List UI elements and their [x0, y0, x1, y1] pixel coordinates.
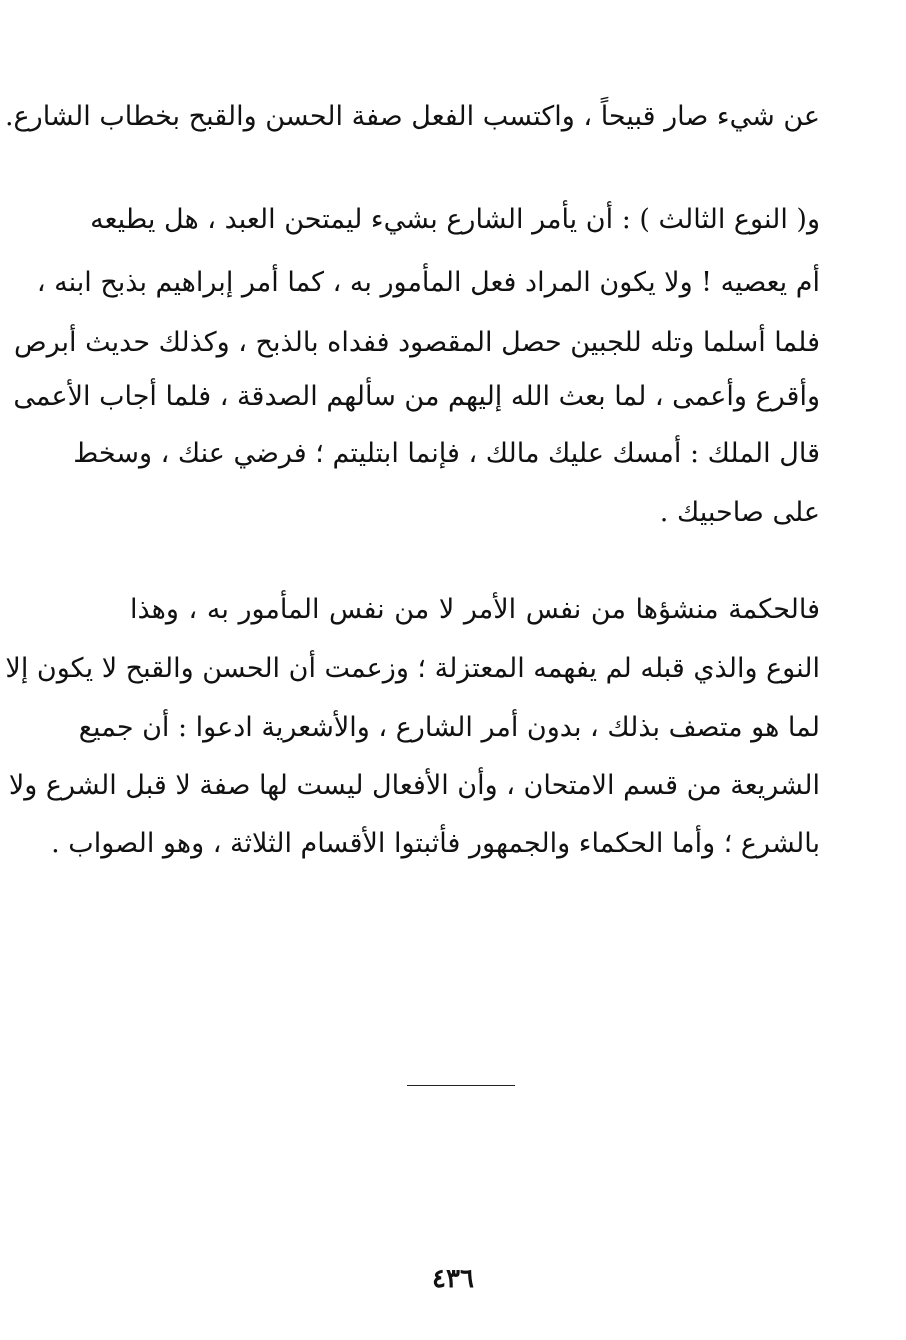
paragraph-2-line-2: أم يعصيه ! ولا يكون المراد فعل المأمور به ، كما أمر إبراهيم بذبح ابنه ، [36, 267, 820, 298]
paragraph-2-line-4: وأقرع وأعمى ، لما بعث الله إليهم من سألهم الصدقة ، فلما أجاب الأعمى [13, 381, 820, 412]
paragraph-3-line-2: النوع والذي قبله لم يفهمه المعتزلة ؛ وزعمت أن الحسن والقبح لا يكون إلا [5, 653, 820, 684]
paragraph-2-line-3: فلما أسلما وتله للجبين حصل المقصود ففداه بالذبح ، وكذلك حديث أبرص [13, 327, 820, 358]
paragraph-3-line-5: بالشرع ؛ وأما الحكماء والجمهور فأثبتوا الأقسام الثلاثة ، وهو الصواب . [51, 828, 820, 859]
paragraph-3-line-3: لما هو متصف بذلك ، بدون أمر الشارع ، والأشعرية ادعوا : أن جميع [78, 712, 820, 743]
footnote-divider [407, 1085, 515, 1086]
paragraph-1-line-1: عن شيء صار قبيحاً ، واكتسب الفعل صفة الحسن والقبح بخطاب الشارع. [4, 101, 820, 132]
paragraph-2-line-6: على صاحبيك . [659, 497, 820, 528]
paragraph-2-line-5: قال الملك : أمسك عليك مالك ، فإنما ابتليتم ؛ فرضي عنك ، وسخط [73, 438, 820, 469]
page-number: ٤٣٦ [432, 1264, 474, 1294]
paragraph-3-line-1: فالحكمة منشؤها من نفس الأمر لا من نفس المأمور به ، وهذا [130, 594, 820, 625]
paragraph-3-line-4: الشريعة من قسم الامتحان ، وأن الأفعال ليست لها صفة لا قبل الشرع ولا [8, 770, 820, 801]
paragraph-2-line-1: و( النوع الثالث ) : أن يأمر الشارع بشيء ليمتحن العبد ، هل يطيعه [90, 204, 820, 235]
